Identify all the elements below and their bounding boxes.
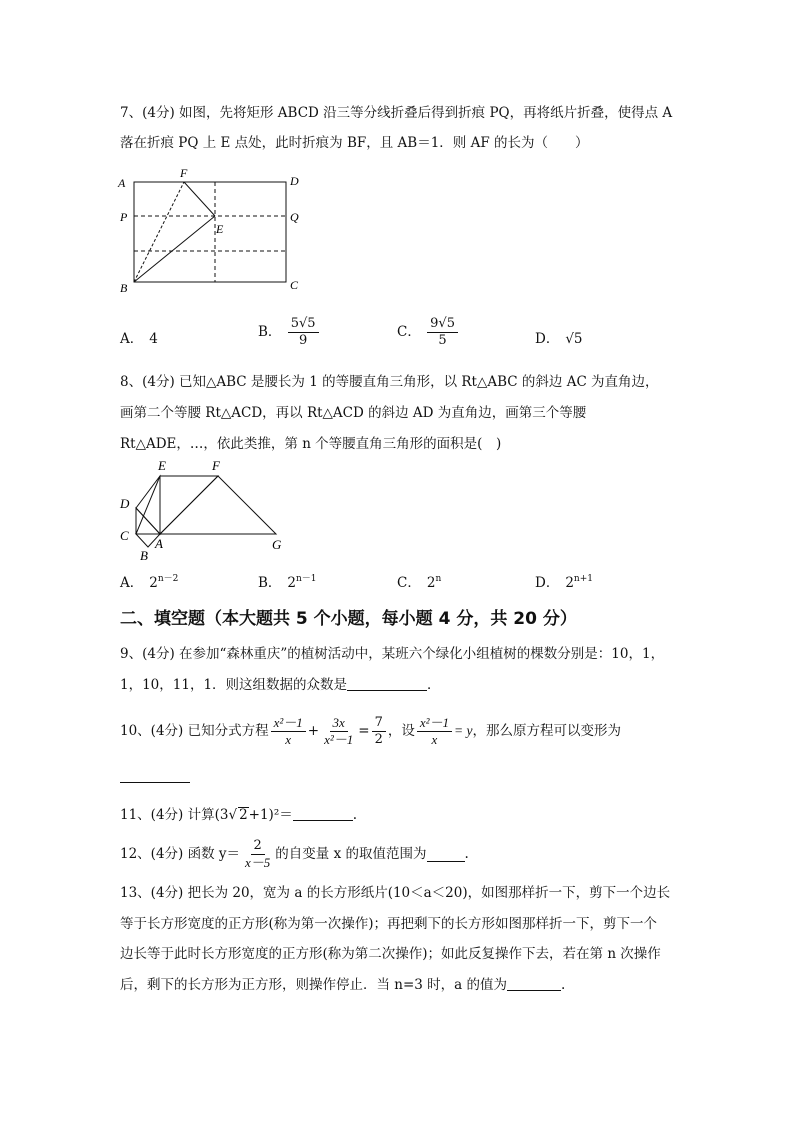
q9-line2: 1，10，11，1．则这组数据的众数是 ． xyxy=(120,677,441,693)
q8-label-d: D xyxy=(120,496,130,511)
q7-label-b: B xyxy=(120,281,128,295)
q8-figure xyxy=(112,456,297,564)
q8-line2: 画第二个等腰 Rt△ACD，再以 Rt△ACD 的斜边 AD 为直角边，画第三个等腰 xyxy=(120,405,587,421)
q10-fraction-2: $\frac{3x}{\text{x²－1}}$ xyxy=(324,714,354,747)
q7-line2: 落在折痕 PQ 上 E 点处，此时折痕为 BF，且 AB＝1．则 AF 的长为（ ） xyxy=(120,135,589,151)
q13-answer-blank[interactable] xyxy=(507,976,561,991)
q8-line3: Rt△ADE，…，依此类推，第 n 个等腰直角三角形的面积是( ) xyxy=(120,436,502,452)
q8-option-b: B． $2^{n-1}$ xyxy=(258,574,317,591)
q13-line3: 边长等于此时长方形宽度的正方形(称为第二次操作)；如此反复操作下去，若在第 n 次操作 xyxy=(120,946,661,962)
q13-line2: 等于长方形宽度的正方形(称为第一次操作)；再把剩下的长方形如图那样折一下，剪下一个 xyxy=(120,916,658,932)
q8-label-c: C xyxy=(120,528,129,543)
q8-segment-ce xyxy=(136,476,160,534)
q12-fraction: $\frac{2}{x-5}$ xyxy=(245,837,271,870)
q7-label-f: F xyxy=(180,166,188,180)
q13-line4: 后，剩下的长方形为正方形，则操作停止．当 n=3 时，a 的值为 . xyxy=(120,977,566,993)
q7-option-a: A． 4 xyxy=(120,331,158,347)
q7-rect-abcd xyxy=(134,182,286,282)
q12-answer-blank[interactable] xyxy=(427,847,465,862)
q8-option-a: A． $2^{n-2}$ xyxy=(120,574,179,591)
q7-label-a: A xyxy=(118,176,126,190)
q10-fraction-3: $\frac{7}{2}$ xyxy=(372,715,386,748)
q10-answer-blank[interactable] xyxy=(120,768,190,783)
q7-option-d: D． √5 xyxy=(535,331,583,347)
q11-answer-blank[interactable] xyxy=(293,806,353,821)
q7-label-d: D xyxy=(290,174,299,188)
q8-label-b: B xyxy=(140,548,148,563)
q7-segment-fe xyxy=(184,182,215,216)
q7-figure xyxy=(112,165,302,297)
q11-line: 11、(4分) 计算(3√ 2+1)²＝ . xyxy=(120,807,358,823)
q8-label-e: E xyxy=(158,458,166,473)
q8-triangle-afg xyxy=(160,476,276,534)
q12-line: 12、(4分) 函数 y＝ $\frac{2}{x-5}$ 的自变量 x 的取值范围为 . xyxy=(120,837,469,870)
q7-line1: 7、(4分) 如图，先将矩形 ABCD 沿三等分线折叠后得到折痕 PQ，再将纸片折叠，使得点 A xyxy=(120,105,673,121)
q10-line1: 10、(4分) 已知分式方程 $\frac{\text{x²－1}}{x}$ + $\frac{3x}{\text{x²－1}}$ = $\frac{7}{2}$ ，设 $\frac{\text{x²－1}}{x}$ = y ，那么原方程可以变形为 xyxy=(120,714,621,747)
q7-crease-bf xyxy=(134,182,184,282)
q7-label-c: C xyxy=(290,278,299,292)
q8-label-a: A xyxy=(155,536,163,551)
q8-label-f: F xyxy=(212,458,220,473)
q9-line1: 9、(4分) 在参加“森林重庆”的植树活动中，某班六个绿化小组植树的棵数分别是：10，1， xyxy=(120,646,665,662)
q7-label-e: E xyxy=(216,222,224,236)
q10-fraction-4: $\frac{\text{x²－1}}{x}$ xyxy=(417,715,452,748)
q10-fraction-1: $\frac{\text{x²－1}}{x}$ xyxy=(271,715,306,748)
q8-option-c: C． 2$^n$ xyxy=(397,574,442,591)
q8-label-g: G xyxy=(272,537,282,552)
q7-label-p: P xyxy=(120,210,128,224)
q7-label-q: Q xyxy=(290,210,299,224)
q7-segment-be xyxy=(134,216,215,282)
q9-answer-blank[interactable] xyxy=(347,676,427,691)
q7-option-c: C． $\frac{9√5}{5}$ xyxy=(397,316,460,349)
q8-line1: 8、(4分) 已知△ABC 是腰长为 1 的等腰直角三角形，以 Rt△ABC 的斜边 AC 为直角边， xyxy=(120,374,659,390)
q8-option-d: D． $2^{n+1}$ xyxy=(535,574,593,591)
section-fill-in-title: 二、填空题（本大题共 5 个小题，每小题 4 分，共 20 分） xyxy=(120,609,577,629)
q13-line1: 13、(4分) 把长为 20，宽为 a 的长方形纸片(10＜a＜20)，如图那样折一下，剪下一个边长 xyxy=(120,885,671,901)
q7-option-b: B． $\frac{5√5}{9}$ xyxy=(258,316,321,349)
